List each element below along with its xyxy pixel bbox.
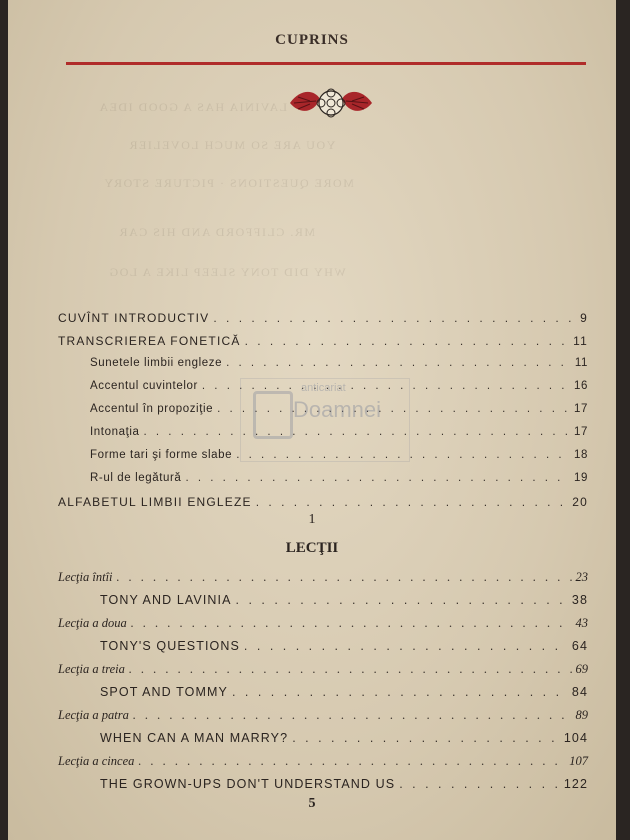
page-title: CUPRINS [275, 32, 349, 48]
leader-dots [244, 639, 568, 653]
toc-entry[interactable] [58, 311, 588, 325]
toc-entry-page: 19 [574, 472, 588, 484]
leader-dots [185, 472, 570, 484]
leader-dots [236, 593, 568, 607]
leader-dots [256, 495, 569, 509]
toc-lesson[interactable] [58, 570, 588, 585]
leader-dots [399, 777, 560, 791]
floral-ornament-icon [286, 83, 376, 123]
toc-entry-page: 89 [575, 708, 588, 722]
toc-entry-label: Lecţia a doua [58, 616, 127, 630]
title-rule [66, 62, 586, 65]
toc-entry-page: 122 [563, 777, 588, 791]
watermark-main-text: Doamnei [293, 397, 382, 422]
section-number: 1 [308, 512, 316, 527]
watermark [240, 378, 410, 462]
toc-entry-page: 17 [574, 403, 588, 415]
leader-dots [226, 357, 571, 369]
toc-lesson[interactable] [58, 616, 588, 631]
leader-dots [133, 708, 572, 723]
toc-entry-label: WHEN CAN A MAN MARRY? [100, 731, 289, 745]
toc-entry-page: 64 [571, 639, 588, 653]
toc-entry-label: ALFABETUL LIMBII ENGLEZE [58, 495, 252, 509]
toc-lesson[interactable] [58, 708, 588, 723]
toc-entry-label: SPOT AND TOMMY [100, 685, 228, 699]
toc-entry-page: 69 [575, 662, 588, 676]
toc-entry-label: R-ul de legătură [90, 472, 182, 484]
toc-story[interactable] [100, 639, 588, 653]
toc-entry-label: Lecţia a patra [58, 708, 129, 722]
leader-dots [138, 754, 565, 769]
toc-entry-label: TONY'S QUESTIONS [100, 639, 240, 653]
toc-entry-label: TONY AND LAVINIA [100, 593, 232, 607]
toc-entry-label: Sunetele limbii engleze [90, 357, 223, 369]
toc-entry-page: 9 [580, 311, 588, 325]
page-number: 5 [308, 796, 316, 811]
leader-dots [213, 311, 576, 325]
toc-entry-label: Intonaţia [90, 426, 140, 438]
show-through-text: MR. CLIFFORD AND HIS CAR [118, 225, 316, 239]
toc-entry-page: 104 [563, 731, 588, 745]
toc-entry-label: Forme tari şi forme slabe [90, 449, 233, 461]
toc-entry-page: 23 [575, 570, 588, 584]
toc-entry-label: THE GROWN-UPS DON'T UNDERSTAND US [100, 777, 396, 791]
section-title: LECŢII [285, 540, 339, 556]
toc-entry[interactable] [58, 495, 588, 509]
toc-subentry[interactable] [90, 472, 588, 484]
show-through-text: MORE QUESTIONS · PICTURE STORY [103, 176, 354, 190]
toc-entry-label: TRANSCRIEREA FONETICĂ [58, 334, 241, 348]
toc-entry-page: 16 [574, 380, 588, 392]
toc-entry-label: Lecţia a cincea [58, 754, 135, 768]
toc-entry-page: 38 [571, 593, 588, 607]
toc-entry-page: 84 [571, 685, 588, 699]
toc-entry-label: Accentul cuvintelor [90, 380, 198, 392]
toc-entry-page: 107 [569, 754, 588, 768]
toc-entry-page: 17 [574, 426, 588, 438]
toc-story[interactable] [100, 731, 588, 745]
toc-entry[interactable] [58, 334, 588, 348]
book-page [8, 0, 616, 840]
leader-dots [117, 570, 572, 585]
toc-entry-page: 20 [572, 495, 588, 509]
leader-dots [245, 334, 570, 348]
toc-subentry[interactable] [90, 357, 588, 369]
toc-entry-page: 11 [573, 334, 588, 348]
toc-entry-page: 43 [575, 616, 588, 630]
toc-lesson[interactable] [58, 662, 588, 677]
toc-entry-label: Lecţia a treia [58, 662, 125, 676]
toc-entry-page: 11 [574, 357, 588, 369]
watermark-top-text: anticariat [301, 382, 346, 394]
toc-story[interactable] [100, 777, 588, 791]
show-through-text: WHY DID TONY SLEEP LIKE A LOG [108, 265, 346, 279]
watermark-logo-icon [253, 391, 293, 439]
toc-entry-label: CUVÎNT INTRODUCTIV [58, 311, 210, 325]
show-through-text: LAVINIA HAS A GOOD IDEA [98, 100, 287, 114]
toc-story[interactable] [100, 593, 588, 607]
leader-dots [292, 731, 560, 745]
toc-story[interactable] [100, 685, 588, 699]
toc-entry-label: Accentul în propoziţie [90, 403, 214, 415]
toc-entry-page: 18 [574, 449, 588, 461]
leader-dots [232, 685, 568, 699]
toc-lesson[interactable] [58, 754, 588, 769]
leader-dots [129, 662, 572, 677]
show-through-text: YOU ARE SO MUCH LOVELIER [128, 138, 336, 152]
leader-dots [131, 616, 572, 631]
toc-entry-label: Lecţia întîi [58, 570, 113, 584]
